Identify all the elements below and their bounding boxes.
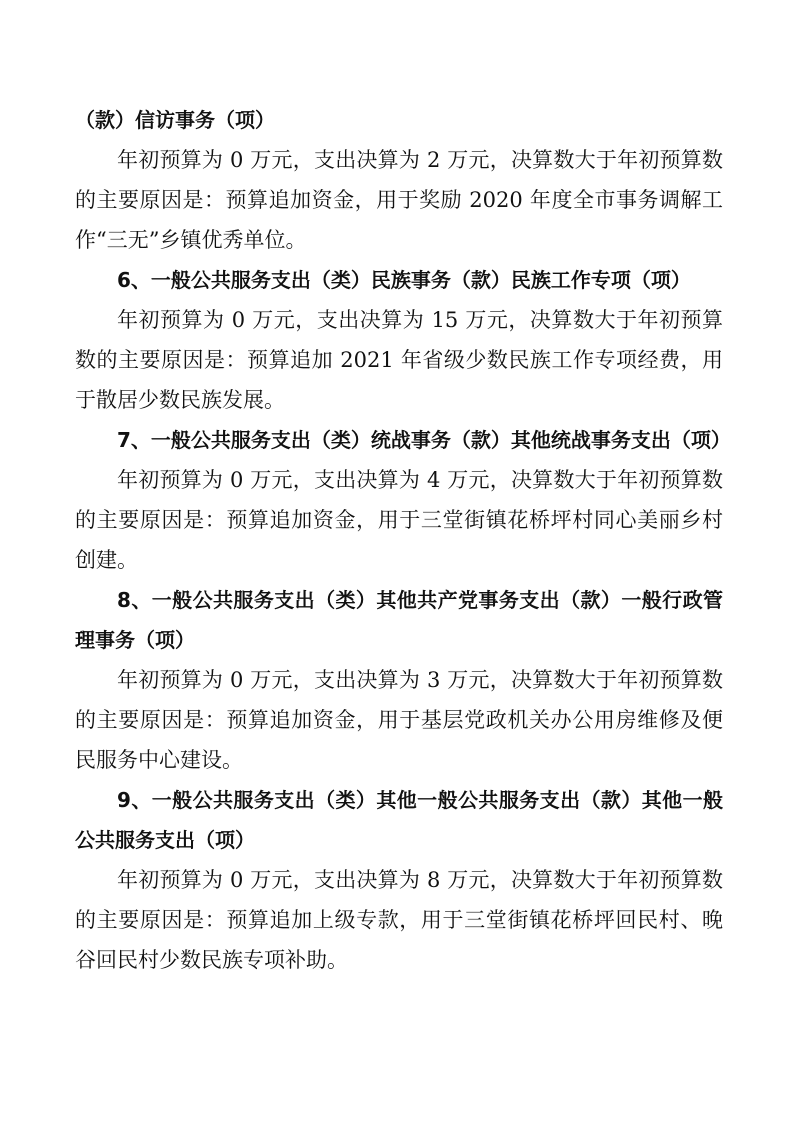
section-heading-1: 6、一般公共服务支出（类）民族事务（款）民族工作专项（项） — [117, 268, 691, 292]
section-body-1: 年初预算为 0 万元，支出决算为 15 万元，决算数大于年初预算数的主要原因是：预算追加 2021 年省级少数民族工作专项经费，用于散居少数民族发展。 — [75, 308, 723, 412]
section-body-0: 年初预算为 0 万元，支出决算为 2 万元，决算数大于年初预算数的主要原因是：预算追加资金，用于奖励 2020 年度全市事务调解工作“三无”乡镇优秀单位。 — [75, 148, 723, 252]
section-body-3: 年初预算为 0 万元，支出决算为 3 万元，决算数大于年初预算数的主要原因是：预算追加资金，用于基层党政机关办公用房维修及便民服务中心建设。 — [75, 668, 723, 772]
section-heading-4: 9、一般公共服务支出（类）其他一般公共服务支出（款）其他一般公共服务支出（项） — [75, 788, 723, 852]
section-heading-3: 8、一般公共服务支出（类）其他共产党事务支出（款）一般行政管理事务（项） — [75, 588, 723, 652]
section-body-2: 年初预算为 0 万元，支出决算为 4 万元，决算数大于年初预算数的主要原因是：预算追加资金，用于三堂街镇花桥坪村同心美丽乡村创建。 — [75, 468, 723, 572]
section-body-4: 年初预算为 0 万元，支出决算为 8 万元，决算数大于年初预算数的主要原因是：预算追加上级专款，用于三堂街镇花桥坪回民村、晚谷回民村少数民族专项补助。 — [75, 868, 723, 972]
section-heading-2: 7、一般公共服务支出（类）统战事务（款）其他统战事务支出（项） — [117, 428, 731, 452]
section-heading-0: （款）信访事务（项） — [75, 108, 275, 132]
document-page — [75, 100, 731, 980]
